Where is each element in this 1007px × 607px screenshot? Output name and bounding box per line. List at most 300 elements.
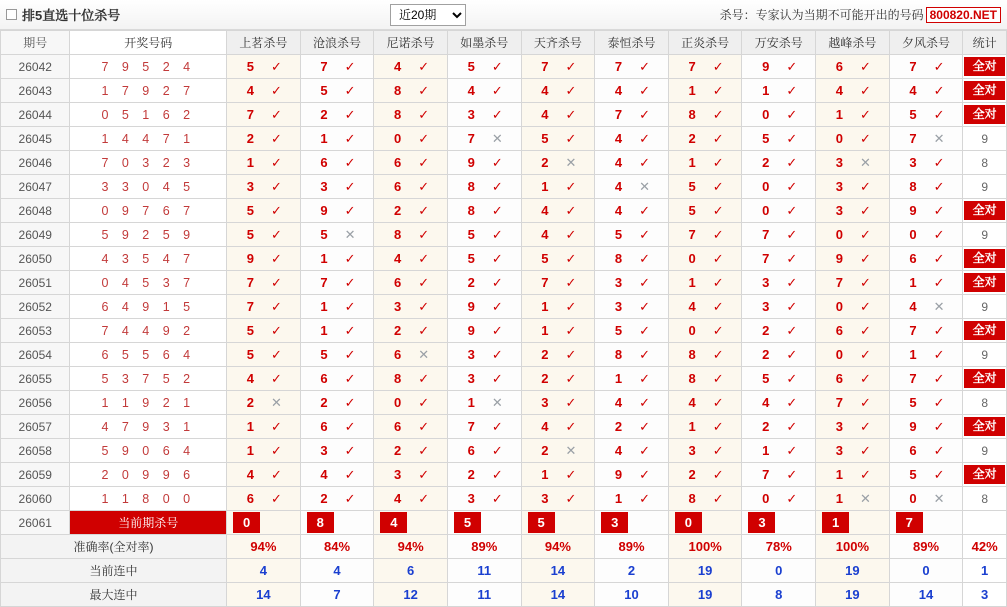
- kill-number: 6: [909, 251, 917, 266]
- current-kill-number: 8: [307, 512, 334, 533]
- cell-kill-number: [374, 295, 448, 319]
- kill-number: 0: [762, 491, 770, 506]
- checkbox-icon[interactable]: [6, 9, 17, 20]
- kill-number: 8: [688, 491, 696, 506]
- check-icon: ✓: [565, 250, 577, 266]
- cell-draw-code: [70, 367, 227, 391]
- cell-kill-number: [300, 439, 374, 463]
- check-icon: ✓: [418, 274, 430, 290]
- kill-number: 2: [394, 323, 402, 338]
- check-icon: ✓: [270, 322, 282, 338]
- table-row: [1, 439, 1007, 463]
- kill-number: 2: [467, 275, 475, 290]
- kill-number: 5: [614, 323, 623, 338]
- status-badge: 全对: [964, 321, 1005, 340]
- check-icon: ✓: [344, 82, 356, 98]
- cell-current-kill: [300, 511, 374, 535]
- check-icon: ✓: [418, 490, 430, 506]
- kill-number: 6: [320, 419, 328, 434]
- kill-number: 4: [246, 467, 254, 482]
- header-note-text: 杀号：专家认为当期不可能开出的号码: [719, 8, 924, 22]
- check-icon: ✓: [491, 466, 503, 482]
- cell-kill-number: [521, 199, 595, 223]
- col-header-expert-3: 尼诺杀号: [374, 31, 448, 55]
- summary-value: [742, 535, 816, 559]
- cell-kill-number: [374, 127, 448, 151]
- kill-number: 1: [909, 347, 917, 362]
- draw-code-text: 5 9 0 6 4: [101, 443, 196, 458]
- cell-kill-number: [889, 319, 963, 343]
- cell-kill-number: [300, 343, 374, 367]
- kill-number: 8: [688, 107, 696, 122]
- cell-draw-code: [70, 415, 227, 439]
- cell-kill-number: [742, 415, 816, 439]
- current-kill-number: 7: [896, 512, 923, 533]
- summary-value: [300, 583, 374, 607]
- cell-kill-number: [816, 439, 890, 463]
- check-icon: ✓: [565, 202, 577, 218]
- kill-number: 1: [688, 275, 696, 290]
- check-icon: ✓: [859, 394, 871, 410]
- stat-value: 9: [981, 347, 988, 362]
- kill-number: 9: [909, 203, 917, 218]
- check-icon: ✓: [859, 442, 871, 458]
- check-icon: ✓: [639, 58, 650, 74]
- cell-period[interactable]: 26061: [1, 511, 70, 535]
- kill-number: 4: [394, 59, 402, 74]
- cell-kill-number: [521, 223, 595, 247]
- kill-number: 7: [614, 59, 623, 74]
- summary-row: [1, 583, 1007, 607]
- cell-kill-number: [227, 79, 301, 103]
- cell-kill-number: [889, 223, 963, 247]
- check-icon: ✓: [270, 274, 282, 290]
- kill-number: 2: [394, 203, 402, 218]
- col-header-expert-4: 如墨杀号: [447, 31, 521, 55]
- cell-draw-code: [70, 55, 227, 79]
- check-icon: ✓: [933, 394, 945, 410]
- check-icon: ✓: [565, 490, 577, 506]
- cell-kill-number: [889, 487, 963, 511]
- summary-value: [227, 583, 301, 607]
- check-icon: ✓: [344, 178, 356, 194]
- summary-value-text: 89%: [471, 539, 498, 554]
- check-icon: ✓: [712, 466, 724, 482]
- cell-kill-number: [668, 391, 742, 415]
- kill-number: 0: [688, 323, 696, 338]
- summary-value-text: 19: [845, 587, 860, 602]
- kill-number: 6: [320, 155, 328, 170]
- check-icon: ✓: [270, 418, 282, 434]
- cell-kill-number: [889, 367, 963, 391]
- kill-number: 2: [762, 155, 770, 170]
- kill-number: 4: [614, 395, 623, 410]
- cell-kill-number: [668, 415, 742, 439]
- check-icon: ✓: [270, 490, 282, 506]
- table-row: [1, 199, 1007, 223]
- kill-number: 7: [909, 323, 917, 338]
- cell-kill-number: [447, 199, 521, 223]
- cell-kill-number: [595, 463, 669, 487]
- cell-kill-number: [889, 127, 963, 151]
- table-row: [1, 55, 1007, 79]
- cell-kill-number: [447, 223, 521, 247]
- check-icon: ✓: [418, 58, 430, 74]
- kill-number: 5: [320, 83, 328, 98]
- cell-kill-number: [816, 79, 890, 103]
- cell-kill-number: [374, 415, 448, 439]
- cell-kill-number: [447, 247, 521, 271]
- cell-period[interactable]: 26048: [1, 199, 70, 223]
- cell-stat: [963, 463, 1007, 487]
- cell-period[interactable]: 26050: [1, 247, 70, 271]
- summary-value: [595, 583, 669, 607]
- check-icon: ✓: [639, 418, 650, 434]
- check-icon: ✓: [786, 394, 798, 410]
- kill-number: 5: [909, 467, 917, 482]
- cell-kill-number: [889, 439, 963, 463]
- kill-number: 7: [762, 251, 770, 266]
- draw-code-text: 1 7 9 2 7: [101, 83, 196, 98]
- summary-value: [374, 583, 448, 607]
- kill-number: 4: [614, 155, 623, 170]
- check-icon: ✓: [712, 130, 724, 146]
- check-icon: ✓: [270, 82, 282, 98]
- cell-kill-number: [742, 247, 816, 271]
- cell-period[interactable]: 26047: [1, 175, 70, 199]
- cell-draw-code: [70, 127, 227, 151]
- cell-kill-number: [227, 463, 301, 487]
- cell-kill-number: [889, 199, 963, 223]
- cell-kill-number: [742, 271, 816, 295]
- cell-stat: [963, 343, 1007, 367]
- table-row: [1, 391, 1007, 415]
- kill-number: 5: [909, 107, 917, 122]
- cell-kill-number: [300, 295, 374, 319]
- check-icon: ✓: [639, 202, 650, 218]
- kill-number: 3: [394, 299, 402, 314]
- kill-number: 3: [835, 443, 843, 458]
- cell-kill-number: [521, 463, 595, 487]
- cell-kill-number: [889, 343, 963, 367]
- check-icon: ✓: [270, 106, 282, 122]
- cell-current-kill: [227, 511, 301, 535]
- kill-number: 7: [909, 59, 917, 74]
- draw-code-text: 0 9 7 6 7: [101, 203, 196, 218]
- cell-kill-number: [816, 175, 890, 199]
- summary-value-text: 14: [550, 563, 566, 578]
- summary-value-text: 14: [550, 587, 566, 602]
- table-row: [1, 79, 1007, 103]
- kill-number: 1: [835, 491, 843, 506]
- check-icon: ✓: [933, 418, 945, 434]
- cell-kill-number: [595, 127, 669, 151]
- cell-kill-number: [816, 151, 890, 175]
- cell-period[interactable]: 26052: [1, 295, 70, 319]
- kill-number: 8: [467, 203, 475, 218]
- cross-icon: ✕: [491, 394, 503, 410]
- summary-value: [742, 559, 816, 583]
- kill-number: 7: [320, 59, 328, 74]
- cell-kill-number: [374, 343, 448, 367]
- kill-number: 2: [541, 371, 549, 386]
- check-icon: ✓: [270, 346, 282, 362]
- kill-number: 2: [688, 467, 696, 482]
- cell-period[interactable]: 26053: [1, 319, 70, 343]
- summary-value-text: 19: [697, 563, 713, 578]
- cell-kill-number: [521, 55, 595, 79]
- cell-period[interactable]: 26043: [1, 79, 70, 103]
- cell-kill-number: [816, 127, 890, 151]
- cell-kill-number: [668, 175, 742, 199]
- kill-number: 1: [246, 155, 254, 170]
- cell-stat: [963, 391, 1007, 415]
- check-icon: ✓: [565, 82, 577, 98]
- kill-number: 3: [835, 419, 843, 434]
- kill-number: 3: [835, 203, 843, 218]
- kill-number: 4: [614, 179, 623, 194]
- kill-number: 6: [394, 179, 402, 194]
- check-icon: ✓: [712, 322, 724, 338]
- draw-code-text: 0 4 5 3 7: [101, 275, 196, 290]
- check-icon: ✓: [859, 82, 871, 98]
- draw-code-text: 5 3 7 5 2: [101, 371, 196, 386]
- check-icon: ✓: [859, 298, 871, 314]
- kill-number: 5: [246, 227, 254, 242]
- cell-kill-number: [227, 223, 301, 247]
- check-icon: ✓: [418, 322, 430, 338]
- check-icon: ✓: [565, 106, 577, 122]
- cell-period[interactable]: 26060: [1, 487, 70, 511]
- cell-kill-number: [227, 127, 301, 151]
- kill-number: 8: [467, 179, 475, 194]
- cell-draw-code: [70, 343, 227, 367]
- col-header-expert-2: 沧浪杀号: [300, 31, 374, 55]
- cell-period[interactable]: 26042: [1, 55, 70, 79]
- draw-code-text: 1 1 8 0 0: [101, 491, 196, 506]
- cell-kill-number: [300, 199, 374, 223]
- kill-number: 6: [394, 347, 402, 362]
- col-header-code: 开奖号码: [70, 31, 227, 55]
- kill-number: 5: [688, 203, 696, 218]
- cell-kill-number: [668, 199, 742, 223]
- cell-period[interactable]: 26057: [1, 415, 70, 439]
- cell-kill-number: [300, 487, 374, 511]
- col-header-expert-9: 越峰杀号: [816, 31, 890, 55]
- cell-draw-code: [70, 151, 227, 175]
- cell-kill-number: [816, 415, 890, 439]
- cell-kill-number: [595, 103, 669, 127]
- check-icon: ✓: [565, 322, 577, 338]
- cell-draw-code: [70, 391, 227, 415]
- cell-kill-number: [447, 343, 521, 367]
- cell-kill-number: [227, 247, 301, 271]
- cell-kill-number: [742, 367, 816, 391]
- cell-kill-number: [595, 175, 669, 199]
- kill-number: 9: [614, 467, 623, 482]
- kill-number: 4: [541, 227, 549, 242]
- stat-value: 9: [981, 179, 988, 194]
- check-icon: ✓: [344, 442, 356, 458]
- current-kill-number: 5: [454, 512, 481, 533]
- cell-kill-number: [742, 439, 816, 463]
- summary-value: [521, 583, 595, 607]
- cell-kill-number: [521, 79, 595, 103]
- check-icon: ✓: [933, 346, 945, 362]
- kill-number: 3: [688, 443, 696, 458]
- kill-number: 6: [835, 59, 843, 74]
- table-row: [1, 247, 1007, 271]
- cell-period[interactable]: 26051: [1, 271, 70, 295]
- kill-number: 3: [614, 299, 623, 314]
- summary-value-text: 89%: [618, 539, 645, 554]
- table-head: [1, 31, 1007, 55]
- check-icon: ✓: [418, 250, 430, 266]
- cell-kill-number: [447, 319, 521, 343]
- cross-icon: ✕: [491, 130, 503, 146]
- check-icon: ✓: [491, 250, 503, 266]
- kill-number: 0: [394, 131, 402, 146]
- stat-value: 8: [981, 395, 988, 410]
- check-icon: ✓: [933, 154, 945, 170]
- table-row: [1, 343, 1007, 367]
- kill-number: 4: [246, 83, 254, 98]
- kill-number: 6: [394, 275, 402, 290]
- cell-kill-number: [447, 79, 521, 103]
- kill-number: 5: [614, 227, 623, 242]
- kill-number: 2: [541, 155, 549, 170]
- check-icon: ✓: [712, 418, 724, 434]
- cell-kill-number: [889, 103, 963, 127]
- summary-value-text: 12: [403, 587, 418, 602]
- col-header-expert-5: 天齐杀号: [521, 31, 595, 55]
- cell-kill-number: [816, 247, 890, 271]
- cell-period[interactable]: 26045: [1, 127, 70, 151]
- kill-number: 4: [762, 395, 770, 410]
- cell-kill-number: [227, 367, 301, 391]
- cell-kill-number: [816, 199, 890, 223]
- cell-kill-number: [300, 151, 374, 175]
- period-select-wrap[interactable]: [390, 4, 466, 26]
- check-icon: ✓: [418, 418, 430, 434]
- cell-kill-number: [595, 295, 669, 319]
- kill-number: 2: [394, 443, 402, 458]
- cell-kill-number: [816, 271, 890, 295]
- kill-number: 4: [614, 203, 623, 218]
- cell-kill-number: [595, 487, 669, 511]
- cell-kill-number: [742, 391, 816, 415]
- cell-kill-number: [447, 103, 521, 127]
- check-icon: ✓: [270, 370, 282, 386]
- period-select[interactable]: [390, 4, 466, 26]
- cell-draw-code: [70, 271, 227, 295]
- cell-period[interactable]: 26054: [1, 343, 70, 367]
- cell-draw-code: [70, 175, 227, 199]
- check-icon: ✓: [344, 130, 356, 146]
- cell-period[interactable]: 26049: [1, 223, 70, 247]
- cell-period[interactable]: 26055: [1, 367, 70, 391]
- status-badge: 全对: [964, 105, 1005, 124]
- check-icon: ✓: [418, 202, 430, 218]
- cell-kill-number: [816, 391, 890, 415]
- cell-kill-number: [521, 487, 595, 511]
- kill-number: 5: [541, 131, 549, 146]
- kill-number: 8: [394, 83, 402, 98]
- table-row: [1, 223, 1007, 247]
- kill-number: 5: [467, 251, 475, 266]
- cell-current-kill: [889, 511, 963, 535]
- cross-icon: ✕: [270, 394, 282, 410]
- cross-icon: ✕: [418, 346, 430, 362]
- cell-kill-number: [300, 79, 374, 103]
- cell-draw-code: [70, 247, 227, 271]
- kill-number: 9: [909, 419, 917, 434]
- kill-number: 2: [467, 467, 475, 482]
- check-icon: ✓: [786, 274, 798, 290]
- check-icon: ✓: [786, 298, 798, 314]
- check-icon: ✓: [344, 58, 356, 74]
- check-icon: ✓: [786, 322, 798, 338]
- check-icon: ✓: [859, 58, 871, 74]
- check-icon: ✓: [344, 250, 356, 266]
- current-period-row: [1, 511, 1007, 535]
- cell-kill-number: [447, 487, 521, 511]
- check-icon: ✓: [933, 274, 945, 290]
- draw-code-text: 7 0 3 2 3: [101, 155, 196, 170]
- check-icon: ✓: [786, 226, 798, 242]
- cell-kill-number: [227, 487, 301, 511]
- check-icon: ✓: [491, 418, 503, 434]
- cell-kill-number: [595, 319, 669, 343]
- check-icon: ✓: [418, 178, 430, 194]
- kill-number: 9: [246, 251, 254, 266]
- cell-kill-number: [447, 391, 521, 415]
- kill-number: 3: [909, 155, 917, 170]
- kill-number: 4: [688, 395, 696, 410]
- status-badge: 全对: [964, 417, 1005, 436]
- kill-number: 0: [688, 251, 696, 266]
- draw-code-text: 4 3 5 4 7: [101, 251, 196, 266]
- summary-total-text: 42%: [971, 539, 998, 554]
- check-icon: ✓: [639, 466, 650, 482]
- check-icon: ✓: [270, 130, 282, 146]
- kill-number: 8: [394, 371, 402, 386]
- cell-period[interactable]: 26044: [1, 103, 70, 127]
- cell-kill-number: [521, 127, 595, 151]
- col-header-expert-7: 正炎杀号: [668, 31, 742, 55]
- cell-period[interactable]: 26059: [1, 463, 70, 487]
- check-icon: ✓: [859, 106, 871, 122]
- check-icon: ✓: [418, 370, 430, 386]
- check-icon: ✓: [491, 82, 503, 98]
- summary-value-text: 11: [477, 563, 492, 578]
- cell-period[interactable]: 26056: [1, 391, 70, 415]
- check-icon: ✓: [344, 202, 356, 218]
- cell-kill-number: [521, 175, 595, 199]
- check-icon: ✓: [491, 202, 503, 218]
- check-icon: ✓: [786, 346, 798, 362]
- kill-number: 7: [762, 467, 770, 482]
- cell-period[interactable]: 26058: [1, 439, 70, 463]
- check-icon: ✓: [344, 154, 356, 170]
- cell-period[interactable]: 26046: [1, 151, 70, 175]
- check-icon: ✓: [639, 226, 650, 242]
- table-row: [1, 415, 1007, 439]
- kill-number: 8: [614, 251, 623, 266]
- summary-value-text: 6: [407, 563, 415, 578]
- check-icon: ✓: [639, 130, 650, 146]
- summary-value: [595, 535, 669, 559]
